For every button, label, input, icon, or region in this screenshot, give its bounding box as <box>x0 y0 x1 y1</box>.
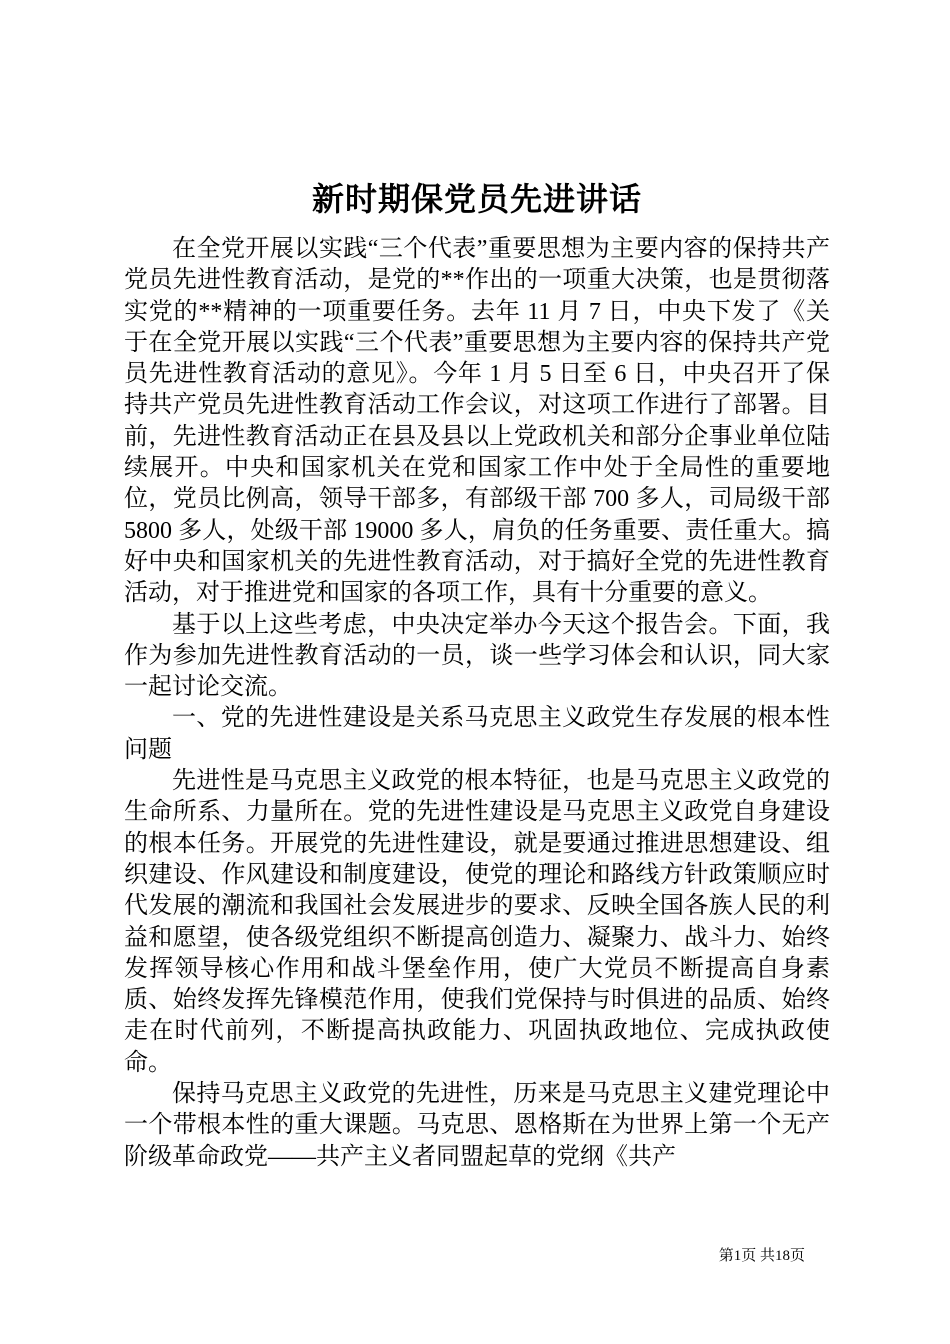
paragraph-consideration: 基于以上这些考虑，中央决定举办今天这个报告会。下面，我作为参加先进性教育活动的一员，谈一些学习体会和认识，同大家一起讨论交流。 <box>124 611 830 701</box>
paragraph-intro: 在全党开展以实践“三个代表”重要思想为主要内容的保持共产党员先进性教育活动，是党的**作出的一项重大决策，也是贯彻落实党的**精神的一项重要任务。去年 11 月 7 日，中央下发了《关于在全党开展以实践“三个代表”重要思想为主要内容的保持共产党员先进性教育活动的意见》。今年 1 月 5 日至 6 日，中央召开了保持共产党员先进性教育活动工作会议，对这项工作进行了部署。目前，先进性教育活动正在县及县以上党政机关和部分企事业单位陆续展开。中央和国家机关在党和国家工作中处于全局性的重要地位，党员比例高，领导干部多，有部级干部 700 多人，司局级干部 5800 多人，处级干部 19000 多人，肩负的任务重要、责任重大。搞好中央和国家机关的先进性教育活动，对于搞好全党的先进性教育活动，对于推进党和国家的各项工作，具有十分重要的意义。 <box>124 236 830 607</box>
paragraph-advanced-nature: 先进性是马克思主义政党的根本特征，也是马克思主义政党的生命所系、力量所在。党的先进性建设是马克思主义政党自身建设的根本任务。开展党的先进性建设，就是要通过推进思想建设、组织建设、作风建设和制度建设，使党的理论和路线方针政策顺应时代发展的潮流和我国社会发展进步的要求、反映全国各族人民的利益和愿望，使各级党组织不断提高创造力、凝聚力、战斗力、始终发挥领导核心作用和战斗堡垒作用，使广大党员不断提高自身素质、始终发挥先锋模范作用，使我们党保持与时俱进的品质、始终走在时代前列，不断提高执政能力、巩固执政地位、完成执政使命。 <box>124 768 830 1076</box>
page-number-footer: 第1页 共18页 <box>718 1248 805 1264</box>
paragraph-marxist-party: 保持马克思主义政党的先进性，历来是马克思主义建党理论中一个带根本性的重大课题。马克思、恩格斯在为世界上第一个无产阶级革命政党——共产主义者同盟起草的党纲《共产 <box>124 1081 830 1170</box>
document-body <box>124 178 830 1173</box>
document-title: 新时期保党员先进讲话 <box>311 181 642 217</box>
paragraph-section-heading: 一、党的先进性建设是关系马克思主义政党生存发展的根本性问题 <box>124 705 830 763</box>
